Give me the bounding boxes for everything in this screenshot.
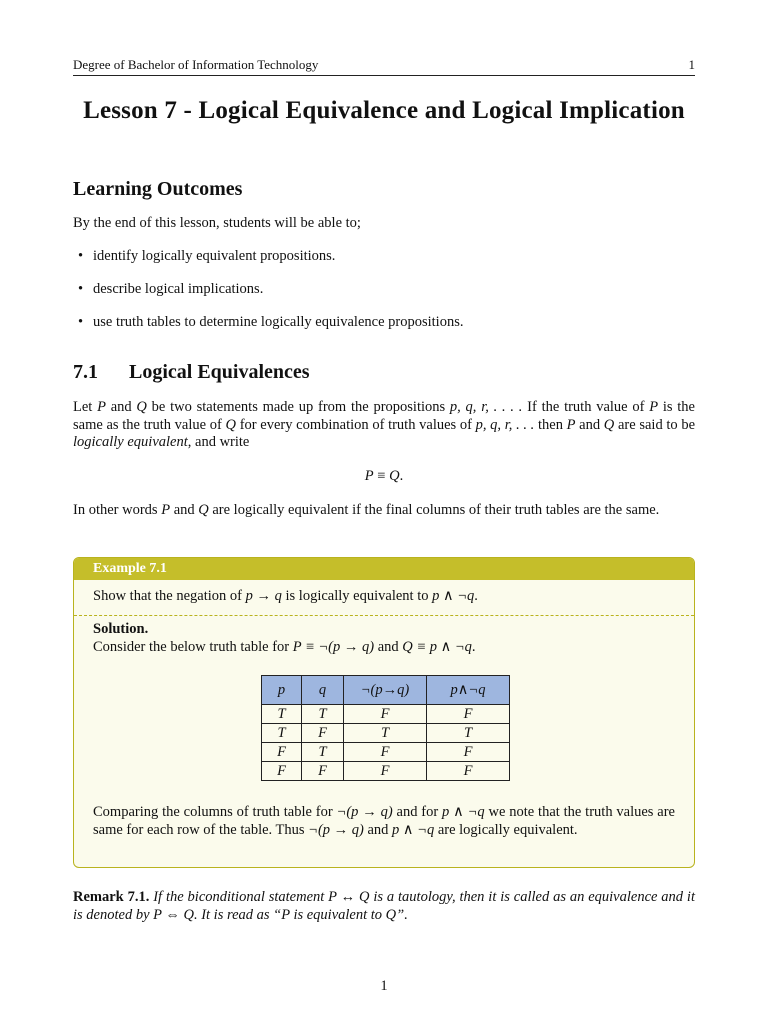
formula: ¬(p → q) [336,804,393,820]
outcomes-intro: By the end of this lesson, students will be able to; [73,215,361,231]
formula: Q ≡ p ∧ ¬q [402,639,472,655]
learning-outcomes-heading: Learning Outcomes [73,178,243,200]
math-var: P [97,399,106,415]
page-number: 1 [380,978,388,994]
outcome-item: • describe logical implications. [73,280,463,313]
formula: p ∧ ¬q [442,804,485,820]
column-header: p∧¬q [427,676,510,705]
table-cell: T [427,724,510,743]
formula: p ∧ ¬q [432,588,475,604]
column-header: q [302,676,344,705]
formula: p → q [245,588,282,604]
table-cell: F [427,705,510,724]
column-header: ¬(p→q) [344,676,427,705]
defined-term: logically equivalent [73,434,188,450]
math-var: P [649,399,659,415]
table-cell: F [302,762,344,781]
table-cell: F [344,762,427,781]
remark-text: If the biconditional statement P ↔ Q is a tautology, then it is called as an equivalence and it is denoted by P ⇔ Q. It is read as “P is equivalent to Q”. [73,889,695,923]
table-row [262,743,510,762]
table-cell: T [262,705,302,724]
solution-heading: Solution. [93,621,149,637]
table-cell: F [262,743,302,762]
header-title: Degree of Bachelor of Information Technology [73,57,319,72]
table-cell: F [262,762,302,781]
remark [73,888,695,924]
math-var: P [566,416,576,433]
math-var: Q [198,502,209,518]
formula: ¬(p → q) [308,822,364,838]
display-equation: P ≡ Q. [364,468,404,484]
math-var: p, q, r, . . . . [449,399,523,415]
definition-paragraph: Let P and Q be two statements made up from the propositions p, q, r, . . . . If the truth value of P is the same as the truth value of Q for every combination of truth values of p, q, r, . . . then P and Q are said to be logically equivalent, and write [73,399,696,450]
header-page-number: 1 [688,57,695,72]
example-box [73,557,695,868]
formula: p ∧ ¬q [392,822,435,838]
remark-label: Remark 7.1. [73,889,150,905]
truth-table [261,675,510,781]
section-heading [73,361,310,384]
math-var: Q [603,416,615,433]
comparison-paragraph: Comparing the columns of truth table for ¬(p → q) and for p ∧ ¬q we note that the truth values are same for each row of the table. Thus ¬(p → q) and p ∧ ¬q are logically equivalent. [93,804,675,838]
outcome-item: • use truth tables to determine logically equivalence propositions. [73,313,463,346]
section-number: 7.1 [73,361,98,383]
running-header [73,57,695,76]
table-cell: F [302,724,344,743]
table-cell: F [427,762,510,781]
document-title: Lesson 7 - Logical Equivalence and Logical Implication [83,97,685,124]
dashed-divider [74,615,694,616]
table-cell: T [302,743,344,762]
table-cell: F [344,743,427,762]
table-row [262,762,510,781]
table-row [262,705,510,724]
math-var: p, q, r, . . . [475,416,535,433]
table-cell: T [262,724,302,743]
math-var: Q [225,416,237,433]
section-title: Logical Equivalences [129,361,310,383]
column-header: p [262,676,302,705]
formula: P ≡ ¬(p → q) [292,639,375,655]
table-row [262,724,510,743]
explanation-paragraph: In other words P and Q are logically equivalent if the final columns of their truth tables are the same. [73,502,660,518]
outcome-item: • identify logically equivalent propositions. [73,247,463,280]
example-question: Show that the negation of p → q is logically equivalent to p ∧ ¬q. [93,588,478,604]
math-var: P [161,502,171,518]
math-var: Q [136,399,147,415]
table-cell: F [427,743,510,762]
table-cell: F [344,705,427,724]
table-cell: T [302,705,344,724]
solution-text: Consider the below truth table for P ≡ ¬(p → q) and Q ≡ p ∧ ¬q. [93,639,476,655]
example-label: Example 7.1 [74,558,694,580]
table-cell: T [344,724,427,743]
outcomes-list [73,247,463,346]
table-header-row [262,676,510,705]
